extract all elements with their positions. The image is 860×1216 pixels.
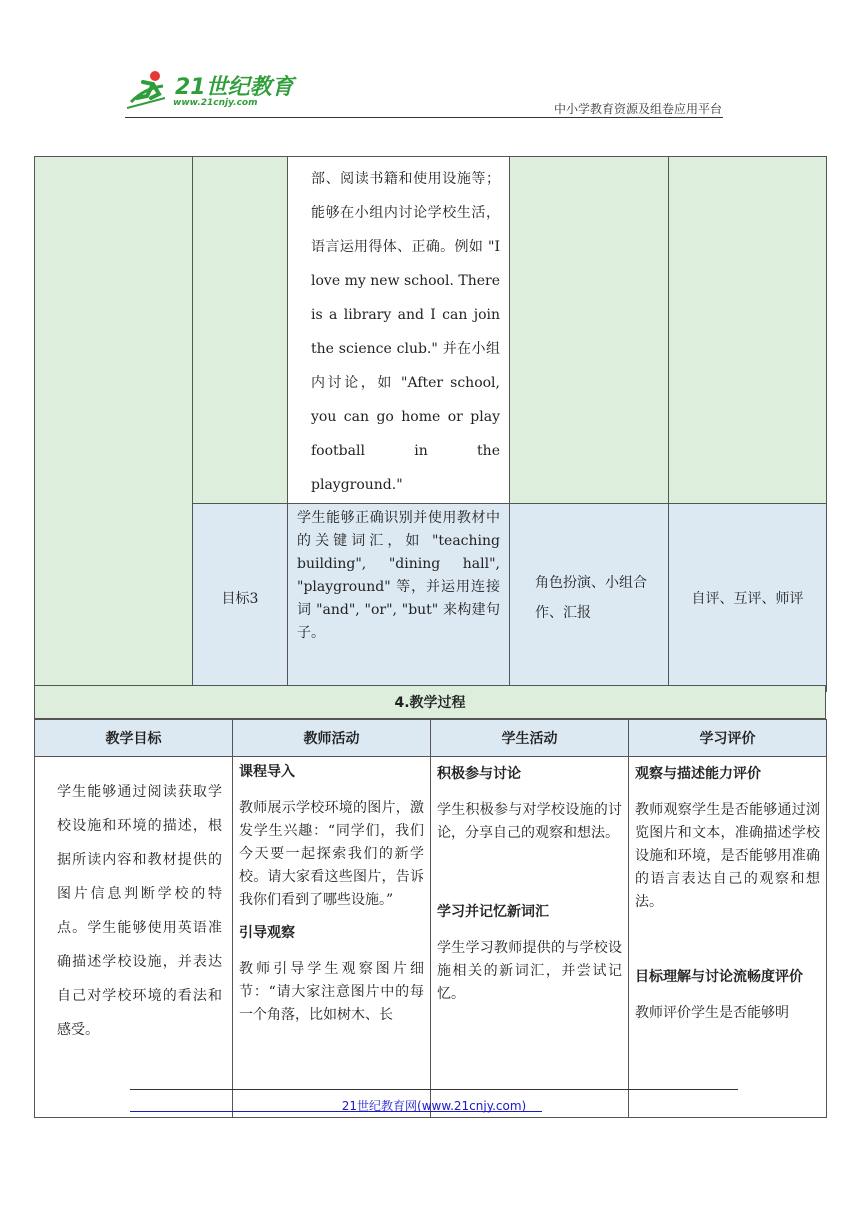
goal-3-method-cell — [510, 504, 669, 692]
goal-3-label-cell — [193, 504, 288, 692]
goal-3-method: 角色扮演、小组合作、汇报 — [535, 574, 647, 621]
eval-heading-fluency: 目标理解与讨论流畅度评价 — [635, 969, 803, 985]
teacher-heading-observe: 引导观察 — [239, 925, 295, 941]
eval-text-fluency: 教师评价学生是否能够明 — [635, 1005, 789, 1021]
logo-text: 21世纪教育 — [175, 75, 294, 100]
footer-link[interactable]: 21世纪教育网(www.21cnjy.com) — [341, 1099, 527, 1113]
teacher-text-intro: 教师展示学校环境的图片，激发学生兴趣：“同学们，我们今天要一起探索我们的新学校。请大家看这些图片，告诉我你们看到了哪些设施。” — [239, 800, 424, 908]
teacher-activity-cell — [233, 757, 431, 1118]
student-heading-discuss: 积极参与讨论 — [437, 766, 521, 782]
objectives-table — [34, 156, 827, 692]
eval-cell-empty — [669, 157, 827, 504]
goal-3-eval-cell — [669, 504, 827, 692]
method-cell-empty — [510, 157, 669, 504]
logo-url: www.21cnjy.com — [173, 98, 258, 108]
merged-category-cell — [35, 157, 193, 692]
header-teaching-goal: 教学目标 — [35, 720, 233, 757]
goal-3-label: 目标3 — [221, 590, 259, 607]
section-title: 4.教学过程 — [34, 685, 826, 719]
header-student-activity: 学生活动 — [431, 720, 629, 757]
site-logo[interactable] — [125, 68, 295, 116]
goal-cell-empty — [193, 157, 288, 504]
teacher-text-observe: 教师引导学生观察图片细节：“请大家注意图片中的每一个角落，比如树木、长 — [239, 961, 424, 1023]
teacher-heading-intro: 课程导入 — [239, 764, 295, 780]
goal-3-eval: 自评、互评、师评 — [691, 590, 804, 607]
teaching-goal-cell: 学生能够通过阅读获取学校设施和环境的描述，根据所读内容和教材提供的图片信息判断学校的特点。学生能够使用英语准确描述学校设施，并表达自己对学校环境的看法和感受。 — [35, 757, 233, 1118]
runner-logo-icon — [125, 68, 175, 112]
platform-tagline: 中小学教育资源及组卷应用平台 — [553, 102, 722, 116]
eval-heading-observation: 观察与描述能力评价 — [635, 766, 761, 782]
goal-description-cell — [288, 157, 510, 504]
footer-link-underline — [130, 1111, 542, 1112]
page-header — [0, 0, 860, 120]
goal-description-text: 部、阅读书籍和使用设施等；能够在小组内讨论学校生活，语言运用得体、正确。例如 "I love my new school. There is a library and I can join the science club." 并在小组内讨论，如 "After school, you can go home or play football in the playground." — [311, 171, 500, 493]
student-heading-vocab: 学习并记忆新词汇 — [437, 904, 549, 920]
goal-3-description-cell — [288, 504, 510, 692]
eval-text-observation: 教师观察学生是否能够通过浏览图片和文本，准确描述学校设施和环境，是否能够用准确的语言表达自己的观察和想法。 — [635, 802, 820, 910]
footer-divider — [130, 1089, 738, 1090]
header-teacher-activity: 教师活动 — [233, 720, 431, 757]
header-learning-evaluation: 学习评价 — [629, 720, 827, 757]
teaching-process-table — [34, 719, 827, 1118]
student-text-vocab: 学生学习教师提供的与学校设施相关的新词汇，并尝试记忆。 — [437, 940, 622, 1002]
header-divider — [125, 117, 723, 118]
student-activity-cell — [431, 757, 629, 1118]
student-text-discuss: 学生积极参与对学校设施的讨论，分享自己的观察和想法。 — [437, 802, 622, 841]
evaluation-cell — [629, 757, 827, 1118]
goal-3-description: 学生能够正确识别并使用教材中的关键词汇，如 "teaching building", "dining hall", "playground" 等，并运用连接词 "and", "or", "but" 来构建句子。 — [297, 510, 500, 641]
